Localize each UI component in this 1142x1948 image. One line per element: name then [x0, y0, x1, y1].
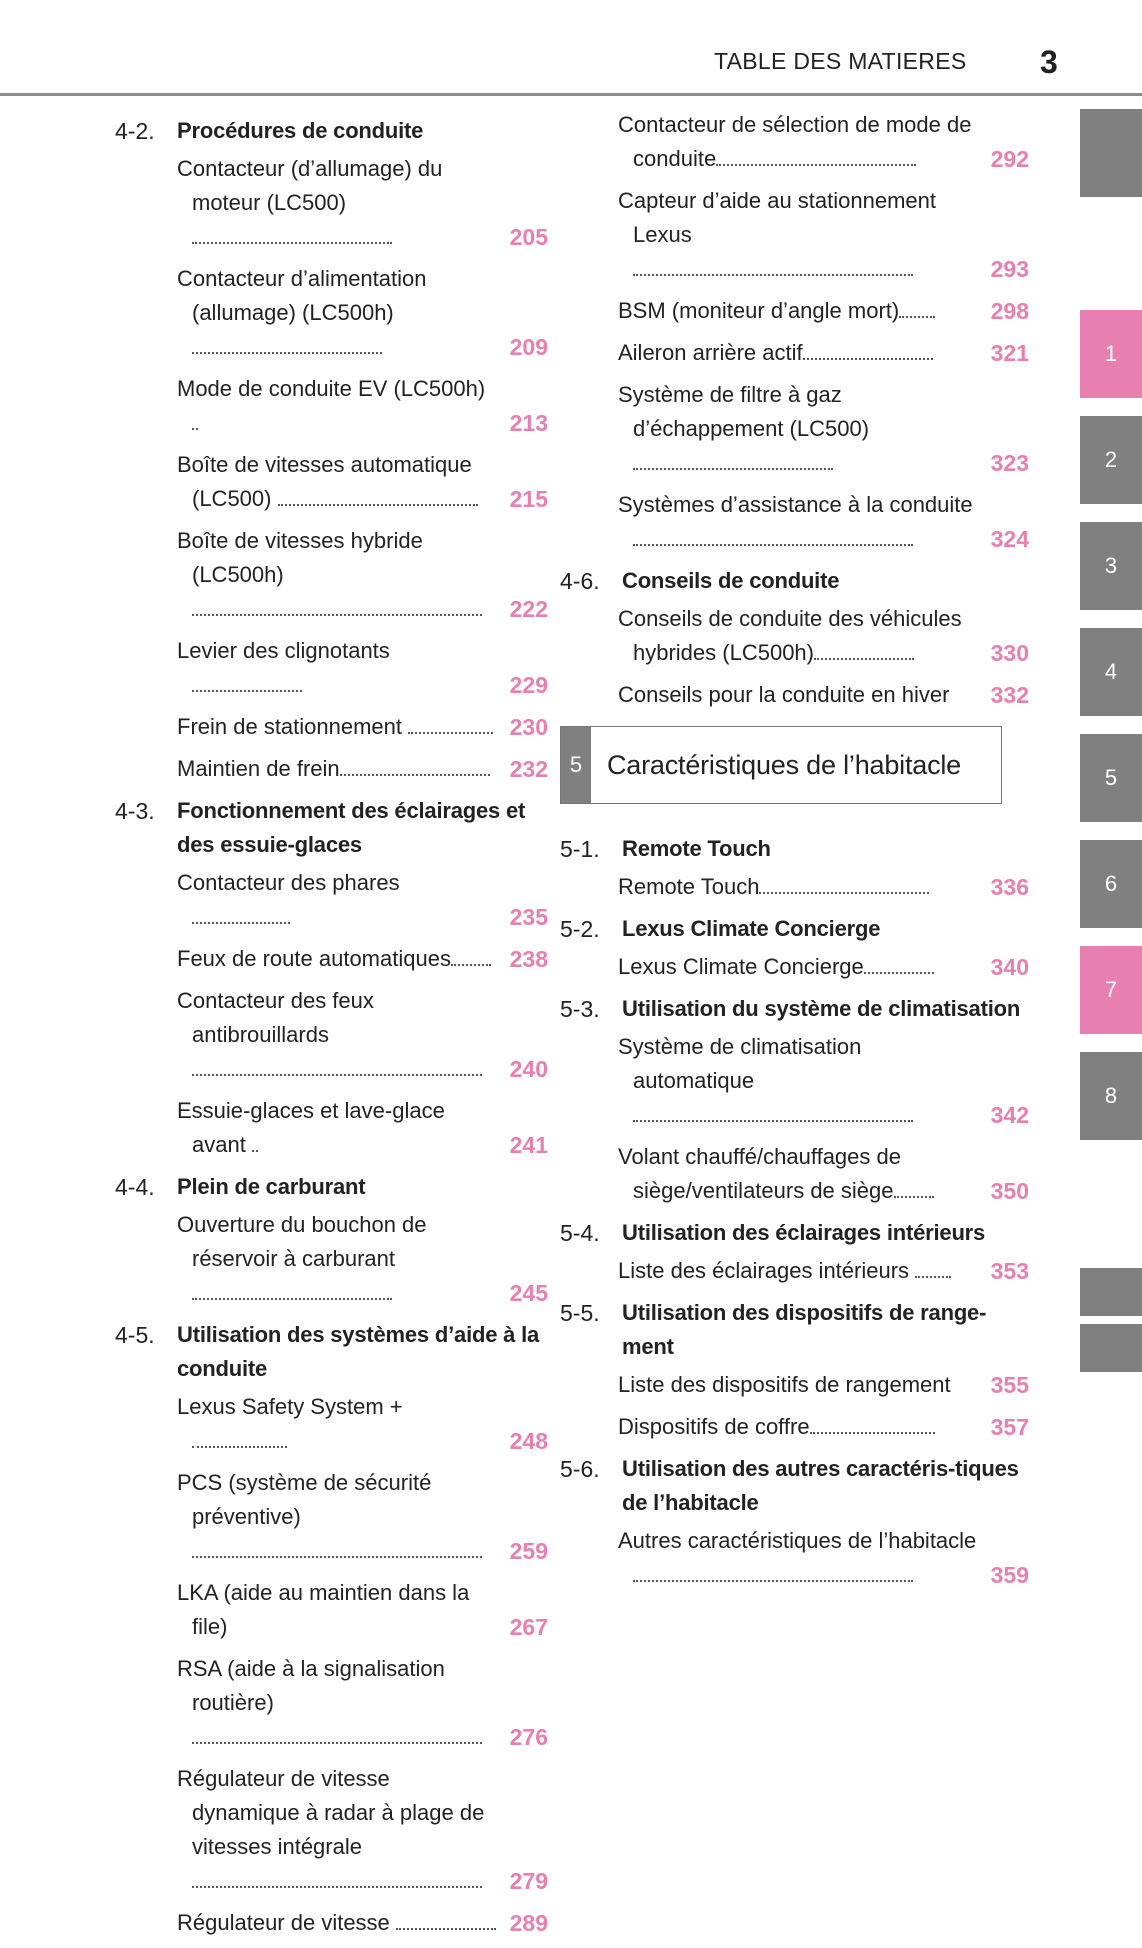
entry-text: Autres caractéristiques de l’habitacle — [618, 1528, 977, 1553]
entry-text: Contacteur des feux antibrouillards — [177, 988, 374, 1047]
section-4-4 — [115, 1170, 548, 1204]
chapter-title: Caractéristiques de l’habitacle — [607, 749, 961, 780]
section-number: 4-5. — [115, 1322, 155, 1348]
dot-leader — [192, 604, 482, 616]
page-number: 3 — [1040, 44, 1058, 80]
entry-text: Contacteur d’alimentation (allumage) (LC500h) — [177, 266, 427, 325]
dot-leader — [633, 1570, 913, 1582]
toc-entry[interactable] — [177, 710, 548, 744]
section-title[interactable]: Utilisation des autres caractéris-tiques de l’habitacle — [622, 1456, 1019, 1515]
entry-page[interactable]: 359 — [990, 1562, 1029, 1588]
entry-text: Volant chauffé/chauffages de siège/ventilateurs de siège — [618, 1144, 901, 1203]
toc-entry[interactable] — [618, 488, 1029, 556]
dot-leader — [192, 232, 392, 244]
toc-entry[interactable] — [177, 262, 548, 364]
entry-page[interactable]: 267 — [509, 1614, 548, 1640]
toc-entry[interactable] — [177, 1576, 548, 1644]
entry-page[interactable]: 230 — [509, 714, 548, 740]
chapter-number: 5 — [561, 727, 591, 803]
tab-6[interactable]: 6 — [1080, 840, 1142, 928]
toc-entry[interactable] — [177, 1762, 548, 1898]
entry-page[interactable]: 324 — [990, 526, 1029, 552]
dot-leader — [340, 764, 490, 776]
section-title[interactable]: Utilisation des éclairages intérieurs — [622, 1220, 986, 1245]
dot-leader — [864, 962, 934, 974]
entry-page[interactable]: 222 — [509, 596, 548, 622]
toc-entry[interactable] — [177, 984, 548, 1086]
entry-text: Contacteur (d’allumage) du moteur (LC500) — [177, 156, 443, 215]
toc-entry[interactable] — [177, 1466, 548, 1568]
entry-page[interactable]: 342 — [990, 1102, 1029, 1128]
dot-leader — [192, 1546, 482, 1558]
entry-page[interactable]: 232 — [509, 756, 548, 782]
dot-leader — [633, 1110, 913, 1122]
header-title: TABLE DES MATIERES — [714, 48, 967, 74]
toc-entry[interactable] — [177, 752, 548, 786]
section-number: 4-6. — [560, 568, 600, 594]
section-number: 5-3. — [560, 996, 600, 1022]
entry-text: Contacteur de sélection de mode de conduite — [618, 112, 972, 171]
section-title[interactable]: Procédures de conduite — [177, 118, 424, 143]
entry-page[interactable]: 276 — [509, 1724, 548, 1750]
entry-page[interactable]: 357 — [990, 1414, 1029, 1440]
entry-page[interactable]: 350 — [990, 1178, 1029, 1204]
entry-text: Boîte de vitesses hybride (LC500h) — [177, 528, 423, 587]
entry-page[interactable]: 289 — [509, 1910, 548, 1936]
toc-entry[interactable] — [618, 950, 1029, 984]
toc-entry[interactable] — [618, 294, 1029, 328]
toc-entry[interactable] — [618, 1410, 1029, 1444]
dot-leader — [192, 912, 290, 924]
entry-page[interactable]: 292 — [990, 146, 1029, 172]
entry-text: Aileron arrière actif — [618, 340, 803, 365]
entry-page[interactable]: 205 — [509, 224, 548, 250]
entry-page[interactable]: 332 — [990, 682, 1029, 708]
tab-2[interactable]: 2 — [1080, 416, 1142, 504]
header-divider — [0, 93, 1142, 96]
section-title[interactable]: Utilisation des systèmes d’aide à la conduite — [177, 1322, 540, 1381]
entry-text: Frein de stationnement — [177, 714, 403, 739]
entry-text: Liste des éclairages intérieurs — [618, 1258, 910, 1283]
entry-text: LKA (aide au maintien dans la file) — [177, 1580, 470, 1639]
toc-entry[interactable] — [177, 1652, 548, 1754]
entry-page[interactable]: 241 — [509, 1132, 548, 1158]
dot-leader — [192, 1876, 482, 1888]
toc-entry[interactable] — [618, 1368, 1029, 1402]
entry-page[interactable]: 248 — [509, 1428, 548, 1454]
tab-blank-top[interactable] — [1080, 109, 1142, 197]
section-title[interactable]: Lexus Climate Concierge — [622, 916, 881, 941]
dot-leader — [451, 954, 491, 966]
section-number: 5-6. — [560, 1456, 600, 1482]
section-title[interactable]: Remote Touch — [622, 836, 771, 861]
entry-page[interactable]: 293 — [990, 256, 1029, 282]
toc-entry[interactable] — [618, 870, 1029, 904]
entry-text: Régulateur de vitesse dynamique à radar à plage de vitesses intégrale — [177, 1766, 485, 1859]
section-number: 5-4. — [560, 1220, 600, 1246]
entry-text: Mode de conduite EV (LC500h) — [177, 376, 486, 401]
tab-8[interactable]: 8 — [1080, 1052, 1142, 1140]
toc-entry[interactable] — [618, 602, 1029, 670]
entry-text: Dispositifs de coffre — [618, 1414, 810, 1439]
entry-text: Liste des dispositifs de rangement — [618, 1372, 951, 1397]
entry-page[interactable]: 355 — [990, 1372, 1029, 1398]
entry-page[interactable]: 229 — [509, 672, 548, 698]
section-title[interactable]: Plein de carburant — [177, 1174, 366, 1199]
entry-page[interactable]: 213 — [509, 410, 548, 436]
dot-leader — [810, 1422, 935, 1434]
entry-text: Système de climatisation automatique — [618, 1034, 862, 1093]
section-title[interactable]: Fonctionnement des éclairages et des essuie-glaces — [177, 798, 526, 857]
section-number: 5-2. — [560, 916, 600, 942]
dot-leader — [192, 418, 198, 430]
chapter-heading[interactable] — [560, 726, 1002, 804]
dot-leader — [633, 458, 833, 470]
entry-text: Boîte de vitesses automatique (LC500) — [177, 452, 472, 511]
toc-entry[interactable] — [177, 1208, 548, 1310]
toc-entry[interactable] — [177, 942, 548, 976]
entry-text: Remote Touch — [618, 874, 760, 899]
toc-entry[interactable] — [177, 152, 548, 254]
entry-page[interactable]: 323 — [990, 450, 1029, 476]
entry-text: Maintien de frein — [177, 756, 340, 781]
dot-leader — [899, 306, 935, 318]
toc-entry[interactable] — [177, 448, 548, 516]
toc-entry[interactable] — [177, 634, 548, 702]
section-5-3 — [560, 992, 1029, 1026]
entry-page[interactable]: 330 — [990, 640, 1029, 666]
entry-text: Lexus Safety System + — [177, 1394, 403, 1419]
dot-leader — [716, 154, 916, 166]
entry-text: Levier des clignotants — [177, 638, 390, 663]
entry-text: Régulateur de vitesse — [177, 1910, 390, 1935]
section-title[interactable]: Conseils de conduite — [622, 568, 840, 593]
toc-entry[interactable] — [177, 372, 548, 440]
toc-entry[interactable] — [618, 108, 1029, 176]
entry-page[interactable]: 215 — [509, 486, 548, 512]
dot-leader — [192, 1732, 482, 1744]
tab-index[interactable] — [1080, 1268, 1142, 1316]
toc-entry[interactable] — [177, 524, 548, 626]
section-5-2 — [560, 912, 1029, 946]
section-5-1 — [560, 832, 1029, 866]
dot-leader — [894, 1186, 934, 1198]
section-title[interactable]: Utilisation du système de climatisation — [622, 996, 1021, 1021]
section-5-4 — [560, 1216, 1029, 1250]
toc-entry[interactable] — [618, 378, 1029, 480]
section-5-6 — [560, 1452, 1029, 1520]
dot-leader — [814, 648, 914, 660]
entry-text: RSA (aide à la signalisation routière) — [177, 1656, 445, 1715]
dot-leader — [633, 264, 913, 276]
entry-text: Ouverture du bouchon de réservoir à carburant — [177, 1212, 427, 1271]
section-number: 5-1. — [560, 836, 600, 862]
toc-entry[interactable] — [618, 184, 1029, 286]
entry-page[interactable]: 298 — [990, 298, 1029, 324]
section-4-3 — [115, 794, 548, 862]
entry-text: Système de filtre à gaz d’échappement (LC500) — [618, 382, 870, 441]
toc-entry[interactable] — [618, 336, 1029, 370]
dot-leader — [396, 1918, 496, 1930]
toc-entry[interactable] — [177, 866, 548, 934]
entry-page[interactable]: 240 — [509, 1056, 548, 1082]
entry-page[interactable]: 235 — [509, 904, 548, 930]
entry-text: Conseils de conduite des véhicules hybrides (LC500h) — [618, 606, 962, 665]
toc-entry[interactable] — [618, 1254, 1029, 1288]
toc-entry[interactable] — [177, 1094, 548, 1162]
entry-page[interactable]: 353 — [990, 1258, 1029, 1284]
dot-leader — [278, 494, 478, 506]
dot-leader — [759, 882, 929, 894]
entry-text: Contacteur des phares — [177, 870, 400, 895]
dot-leader — [803, 348, 933, 360]
entry-text: BSM (moniteur d’angle mort) — [618, 298, 900, 323]
dot-leader — [252, 1140, 258, 1152]
section-4-2 — [115, 114, 548, 148]
dot-leader — [192, 1064, 482, 1076]
dot-leader — [192, 1436, 287, 1448]
section-5-5 — [560, 1296, 1029, 1364]
dot-leader — [192, 342, 382, 354]
dot-leader — [915, 1266, 951, 1278]
dot-leader — [408, 722, 493, 734]
entry-text: PCS (système de sécurité préventive) — [177, 1470, 432, 1529]
section-4-6 — [560, 564, 1029, 598]
tab-3[interactable]: 3 — [1080, 522, 1142, 610]
toc-entry[interactable] — [177, 1906, 548, 1940]
dot-leader — [192, 1288, 392, 1300]
section-title[interactable]: Utilisation des dispositifs de range-ment — [622, 1300, 987, 1359]
toc-left-column — [115, 108, 548, 1948]
section-4-5 — [115, 1318, 548, 1386]
entry-text: Lexus Climate Concierge — [618, 954, 864, 979]
toc-entry[interactable] — [618, 1030, 1029, 1132]
entry-text: Feux de route automatiques — [177, 946, 451, 971]
toc-entry[interactable] — [618, 678, 1029, 712]
toc-entry[interactable] — [618, 1524, 1029, 1592]
tab-4[interactable]: 4 — [1080, 628, 1142, 716]
tab-index-2[interactable] — [1080, 1324, 1142, 1372]
tab-1[interactable]: 1 — [1080, 310, 1142, 398]
entry-page[interactable]: 259 — [509, 1538, 548, 1564]
section-number: 4-4. — [115, 1174, 155, 1200]
entry-page[interactable]: 209 — [509, 334, 548, 360]
entry-page[interactable]: 238 — [509, 946, 548, 972]
entry-page[interactable]: 321 — [990, 340, 1029, 366]
entry-text: Systèmes d’assistance à la conduite — [618, 492, 973, 517]
entry-page[interactable]: 245 — [509, 1280, 548, 1306]
dot-leader — [633, 534, 913, 546]
section-number: 5-5. — [560, 1300, 600, 1326]
toc-entry[interactable] — [177, 1390, 548, 1458]
section-number: 4-3. — [115, 798, 155, 824]
entry-text: Conseils pour la conduite en hiver — [618, 682, 950, 707]
entry-text: Capteur d’aide au stationnement Lexus — [618, 188, 936, 247]
entry-page[interactable]: 279 — [509, 1868, 548, 1894]
entry-page[interactable]: 340 — [990, 954, 1029, 980]
toc-right-column — [560, 108, 1029, 1600]
dot-leader — [192, 680, 302, 692]
entry-page[interactable]: 336 — [990, 874, 1029, 900]
section-number: 4-2. — [115, 118, 155, 144]
toc-entry[interactable] — [618, 1140, 1029, 1208]
tab-5[interactable]: 5 — [1080, 734, 1142, 822]
tab-7[interactable]: 7 — [1080, 946, 1142, 1034]
entry-text: Essuie-glaces et lave-glace avant — [177, 1098, 445, 1157]
